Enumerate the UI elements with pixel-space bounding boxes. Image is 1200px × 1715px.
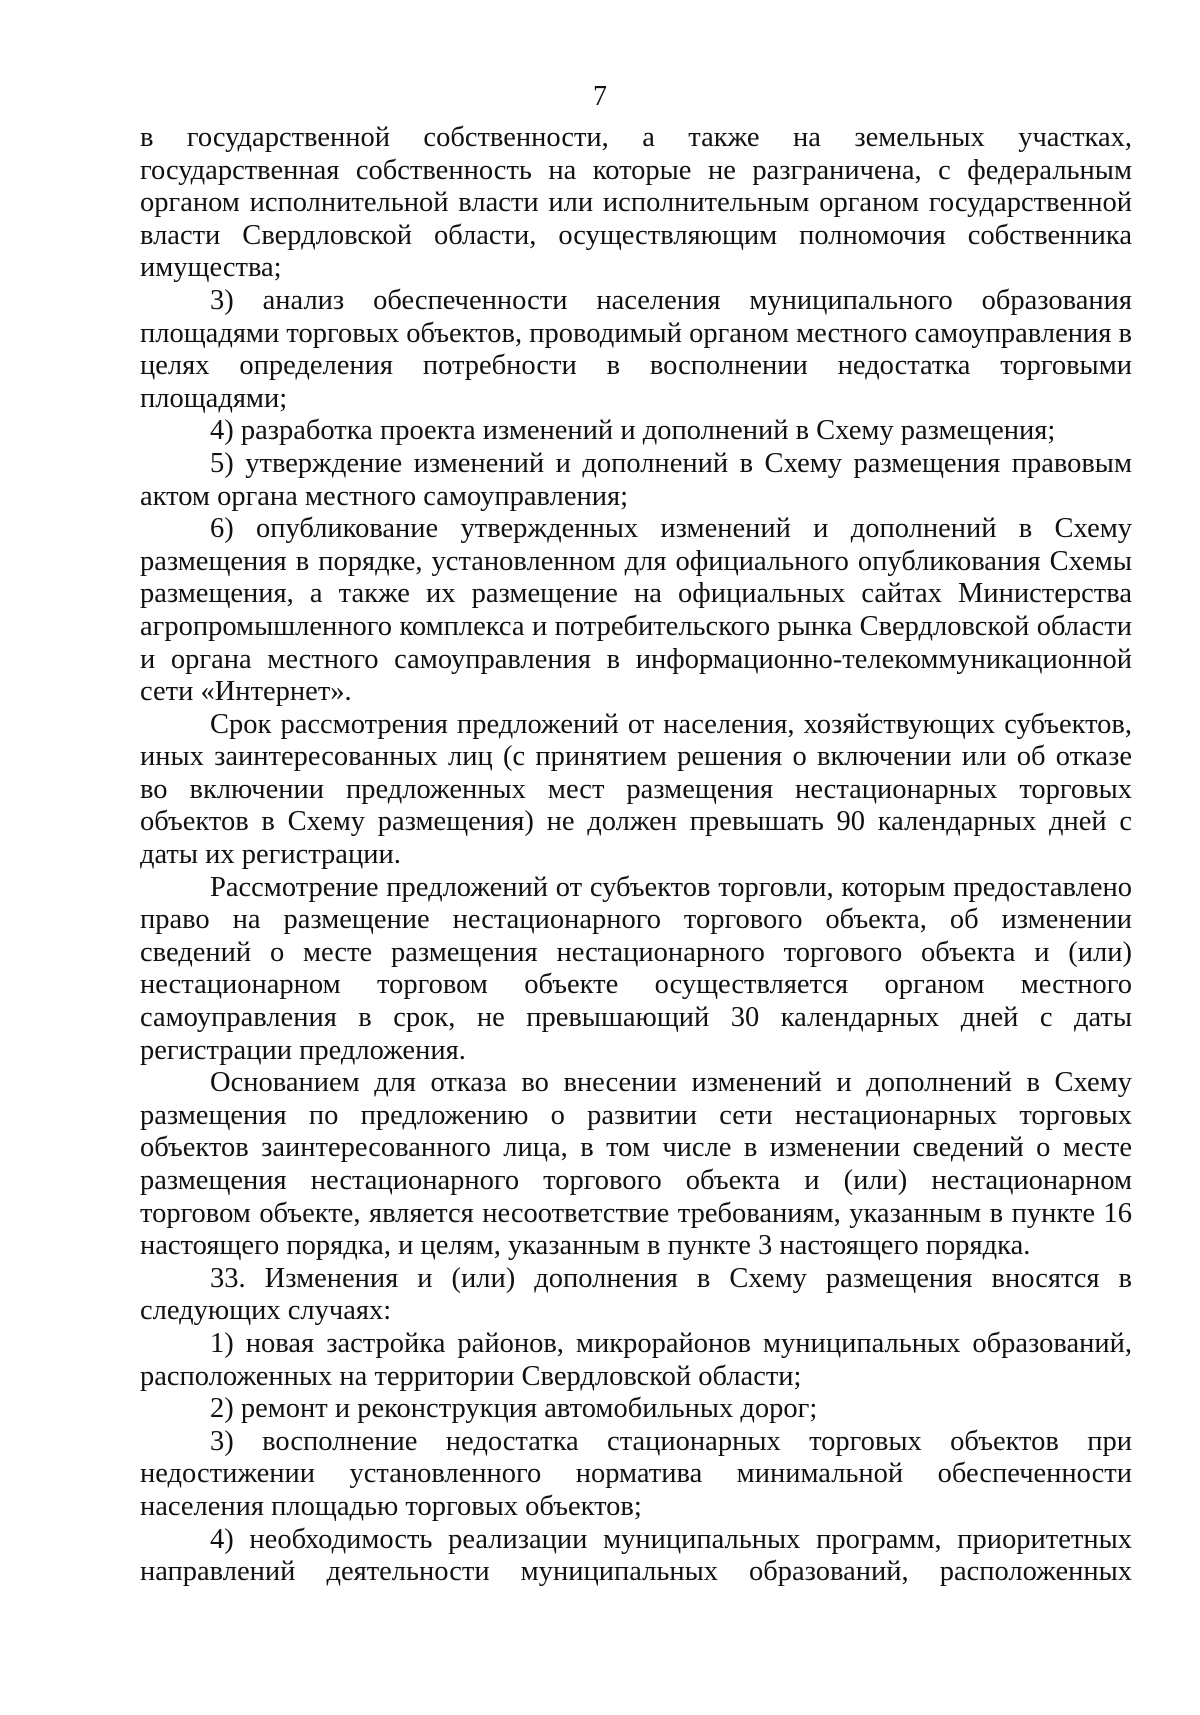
paragraph-item-3: 3) анализ обеспеченности населения муниципального образования площадями торговых объектов, проводимый органом местного самоуправления в целях определения потребности в восполнении недостатка торговыми площадями; (140, 284, 1132, 414)
paragraph-item-4: 4) разработка проекта изменений и дополнений в Схему размещения; (210, 415, 1056, 447)
paragraph-case-4: 4) необходимость реализации муниципальных программ, приоритетных направлений деятельности муниципальных образований, расположенных (140, 1523, 1132, 1588)
page-number: 7 (593, 81, 607, 112)
paragraph-section-33: 33. Изменения и (или) дополнения в Схему размещения вносятся в следующих случаях: (140, 1262, 1132, 1327)
paragraph-case-1: 1) новая застройка районов, микрорайонов муниципальных образований, расположенных на территории Свердловской области; (140, 1327, 1132, 1392)
paragraph-refusal-grounds: Основанием для отказа во внесении изменений и дополнений в Схему размещения по предложению о развитии сети нестационарных торговых объектов заинтересованного лица, в том числе в изменении сведений о месте размещения нестационарного торгового объекта и (или) нестационарном торговом объекте, является несоответствие требованиям, указанным в пункте 16 настоящего порядка, и целям, указанным в пункте 3 настоящего порядка. (140, 1067, 1132, 1262)
paragraph-case-3: 3) восполнение недостатка стационарных торговых объектов при недостижении установленного норматива минимальной обеспеченности населения площадью торговых объектов; (140, 1425, 1132, 1522)
paragraph-continuation: в государственной собственности, а также на земельных участках, государственная собственность на которые не разграничена, с федеральным органом исполнительной власти или исполнительным органом государственной власти Свердловской области, осуществляющим полномочия собственника имущества; (140, 122, 1132, 284)
paragraph-trade-subjects-review: Рассмотрение предложений от субъектов торговли, которым предоставлено право на размещение нестационарного торгового объекта, об изменении сведений о месте размещения нестационарного торгового объекта и (или) нестационарном торговом объекте осуществляется органом местного самоуправления в срок, не превышающий 30 календарных дней с даты регистрации предложения. (140, 871, 1132, 1066)
paragraph-case-2: 2) ремонт и реконструкция автомобильных дорог; (210, 1393, 818, 1425)
paragraph-item-5: 5) утверждение изменений и дополнений в Схему размещения правовым актом органа местного самоуправления; (140, 447, 1132, 512)
paragraph-item-6: 6) опубликование утвержденных изменений и дополнений в Схему размещения в порядке, установленном для официального опубликования Схемы размещения, а также их размещение на официальных сайтах Министерства агропромышленного комплекса и потребительского рынка Свердловской области и органа местного самоуправления в информационно-телекоммуникационной сети «Интернет». (140, 513, 1132, 708)
document-body (140, 122, 1132, 1589)
paragraph-review-period: Срок рассмотрения предложений от населения, хозяйствующих субъектов, иных заинтересованных лиц (с принятием решения о включении или об отказе во включении предложенных мест размещения нестационарных торговых объектов в Схему размещения) не должен превышать 90 календарных дней с даты их регистрации. (140, 708, 1132, 871)
